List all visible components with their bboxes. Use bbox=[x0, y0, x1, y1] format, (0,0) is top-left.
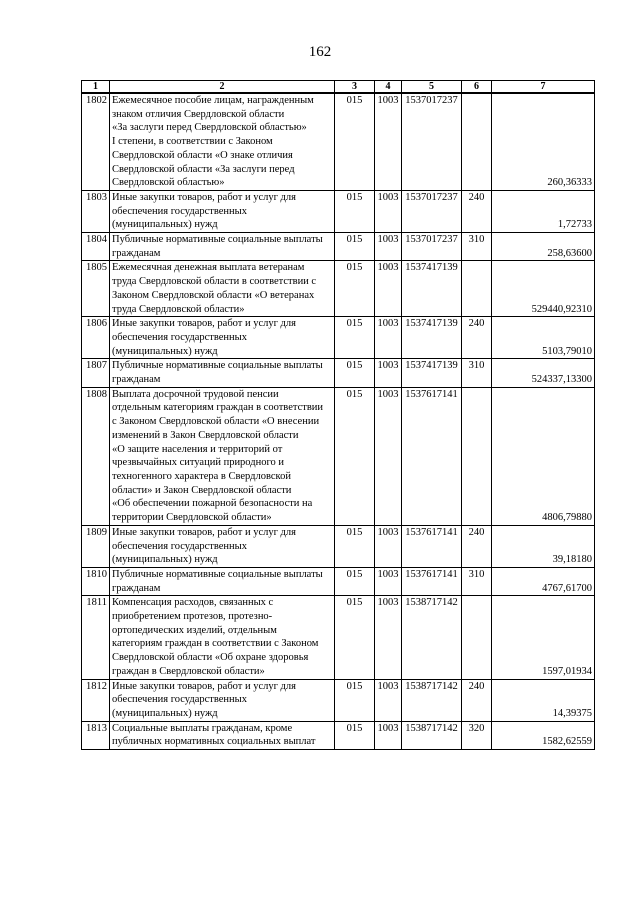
description-line: I степени, в соответствии с Законом bbox=[112, 136, 273, 148]
row-number: 1812 bbox=[82, 679, 110, 721]
target-code: 1537017237 bbox=[402, 93, 462, 190]
table-row bbox=[82, 679, 595, 721]
description-line: техногенного характера в Свердловской bbox=[112, 470, 291, 482]
table-row bbox=[82, 233, 595, 261]
amount-value: 1,72733 bbox=[492, 190, 595, 232]
expense-type-code bbox=[462, 387, 492, 525]
description-line: обеспечения государственных bbox=[112, 694, 247, 706]
department-code: 015 bbox=[335, 721, 375, 749]
department-code: 015 bbox=[335, 525, 375, 567]
row-description bbox=[110, 387, 335, 525]
description-line: Публичные нормативные социальные выплаты bbox=[112, 568, 323, 580]
description-line: Публичные нормативные социальные выплаты bbox=[112, 234, 323, 246]
target-code: 1538717142 bbox=[402, 596, 462, 679]
table-row bbox=[82, 317, 595, 359]
description-line: «Об обеспечении пожарной безопасности на bbox=[112, 498, 313, 510]
description-line: Ежемесячная денежная выплата ветеранам bbox=[112, 262, 305, 274]
target-code: 1538717142 bbox=[402, 679, 462, 721]
expense-type-code: 240 bbox=[462, 190, 492, 232]
expense-type-code: 240 bbox=[462, 679, 492, 721]
row-number: 1807 bbox=[82, 359, 110, 387]
column-header: 1 bbox=[82, 81, 110, 94]
row-description bbox=[110, 359, 335, 387]
department-code: 015 bbox=[335, 679, 375, 721]
description-line: отдельным категориям граждан в соответствии bbox=[112, 402, 324, 414]
description-line: (муниципальных) нужд bbox=[112, 707, 218, 719]
department-code: 015 bbox=[335, 261, 375, 317]
section-code: 1003 bbox=[375, 190, 402, 232]
description-line: Социальные выплаты гражданам, кроме bbox=[112, 722, 293, 734]
section-code: 1003 bbox=[375, 233, 402, 261]
table-row bbox=[82, 261, 595, 317]
section-code: 1003 bbox=[375, 721, 402, 749]
section-code: 1003 bbox=[375, 596, 402, 679]
description-line: Свердловской областью» bbox=[112, 177, 225, 189]
description-line: (муниципальных) нужд bbox=[112, 219, 218, 231]
amount-value: 1582,62559 bbox=[492, 721, 595, 749]
target-code: 1537617141 bbox=[402, 387, 462, 525]
row-description bbox=[110, 721, 335, 749]
department-code: 015 bbox=[335, 93, 375, 190]
row-number: 1806 bbox=[82, 317, 110, 359]
section-code: 1003 bbox=[375, 93, 402, 190]
table-row bbox=[82, 525, 595, 567]
table-row bbox=[82, 359, 595, 387]
column-header: 5 bbox=[402, 81, 462, 94]
description-line: территории Свердловской области» bbox=[112, 512, 272, 524]
description-line: «О защите населения и территорий от bbox=[112, 443, 283, 455]
section-code: 1003 bbox=[375, 525, 402, 567]
expense-type-code bbox=[462, 596, 492, 679]
amount-value: 258,63600 bbox=[492, 233, 595, 261]
table-row bbox=[82, 721, 595, 749]
table-body bbox=[82, 93, 595, 750]
section-code: 1003 bbox=[375, 359, 402, 387]
description-line: Свердловской области «За заслуги перед bbox=[112, 163, 295, 175]
row-description bbox=[110, 261, 335, 317]
description-line: Выплата досрочной трудовой пенсии bbox=[112, 388, 279, 400]
description-line: ортопедических изделий, отдельным bbox=[112, 624, 277, 636]
expense-type-code: 320 bbox=[462, 721, 492, 749]
description-line: труда Свердловской области в соответствии с bbox=[112, 276, 317, 288]
expense-type-code: 240 bbox=[462, 317, 492, 359]
target-code: 1537617141 bbox=[402, 567, 462, 595]
expense-type-code: 310 bbox=[462, 233, 492, 261]
department-code: 015 bbox=[335, 567, 375, 595]
department-code: 015 bbox=[335, 359, 375, 387]
column-header: 7 bbox=[492, 81, 595, 94]
description-line: приобретением протезов, протезно- bbox=[112, 611, 273, 623]
section-code: 1003 bbox=[375, 261, 402, 317]
description-line: «За заслуги перед Свердловской областью» bbox=[112, 122, 307, 134]
amount-value: 1597,01934 bbox=[492, 596, 595, 679]
description-line: Иные закупки товаров, работ и услуг для bbox=[112, 680, 296, 692]
target-code: 1537017237 bbox=[402, 190, 462, 232]
table-row bbox=[82, 567, 595, 595]
target-code: 1538717142 bbox=[402, 721, 462, 749]
budget-table bbox=[81, 80, 595, 750]
row-number: 1813 bbox=[82, 721, 110, 749]
description-line: области» и Закон Свердловской области bbox=[112, 484, 292, 496]
description-line: граждан в Свердловской области» bbox=[112, 665, 265, 677]
row-number: 1803 bbox=[82, 190, 110, 232]
description-line: знаком отличия Свердловской области bbox=[112, 108, 285, 120]
row-number: 1809 bbox=[82, 525, 110, 567]
amount-value: 4767,61700 bbox=[492, 567, 595, 595]
description-line: (муниципальных) нужд bbox=[112, 554, 218, 566]
description-line: гражданам bbox=[112, 582, 161, 594]
row-description bbox=[110, 317, 335, 359]
department-code: 015 bbox=[335, 317, 375, 359]
section-code: 1003 bbox=[375, 679, 402, 721]
description-line: публичных нормативных социальных выплат bbox=[112, 736, 316, 748]
department-code: 015 bbox=[335, 190, 375, 232]
description-line: труда Свердловской области» bbox=[112, 303, 245, 315]
column-header: 3 bbox=[335, 81, 375, 94]
table-row bbox=[82, 387, 595, 525]
row-description bbox=[110, 567, 335, 595]
row-number: 1811 bbox=[82, 596, 110, 679]
description-line: обеспечения государственных bbox=[112, 331, 247, 343]
amount-value: 39,18180 bbox=[492, 525, 595, 567]
department-code: 015 bbox=[335, 387, 375, 525]
description-line: Свердловской области «Об охране здоровья bbox=[112, 652, 309, 664]
row-description bbox=[110, 233, 335, 261]
description-line: Публичные нормативные социальные выплаты bbox=[112, 360, 323, 372]
description-line: (муниципальных) нужд bbox=[112, 345, 218, 357]
header-row bbox=[82, 81, 595, 94]
table-row bbox=[82, 93, 595, 190]
target-code: 1537417139 bbox=[402, 261, 462, 317]
row-number: 1810 bbox=[82, 567, 110, 595]
department-code: 015 bbox=[335, 596, 375, 679]
section-code: 1003 bbox=[375, 567, 402, 595]
description-line: чрезвычайных ситуаций природного и bbox=[112, 457, 285, 469]
amount-value: 529440,92310 bbox=[492, 261, 595, 317]
description-line: Иные закупки товаров, работ и услуг для bbox=[112, 191, 296, 203]
expense-type-code bbox=[462, 93, 492, 190]
expense-type-code: 310 bbox=[462, 359, 492, 387]
row-description bbox=[110, 525, 335, 567]
description-line: обеспечения государственных bbox=[112, 205, 247, 217]
row-description bbox=[110, 679, 335, 721]
expense-type-code: 310 bbox=[462, 567, 492, 595]
table-row bbox=[82, 190, 595, 232]
description-line: гражданам bbox=[112, 247, 161, 259]
expense-type-code bbox=[462, 261, 492, 317]
amount-value: 260,36333 bbox=[492, 93, 595, 190]
target-code: 1537417139 bbox=[402, 359, 462, 387]
column-header: 6 bbox=[462, 81, 492, 94]
section-code: 1003 bbox=[375, 387, 402, 525]
description-line: изменений в Закон Свердловской области bbox=[112, 429, 299, 441]
amount-value: 524337,13300 bbox=[492, 359, 595, 387]
description-line: Законом Свердловской области «О ветеранах bbox=[112, 289, 315, 301]
section-code: 1003 bbox=[375, 317, 402, 359]
amount-value: 4806,79880 bbox=[492, 387, 595, 525]
target-code: 1537617141 bbox=[402, 525, 462, 567]
row-description bbox=[110, 596, 335, 679]
description-line: Иные закупки товаров, работ и услуг для bbox=[112, 526, 296, 538]
description-line: Ежемесячное пособие лицам, награжденным bbox=[112, 95, 314, 106]
expense-type-code: 240 bbox=[462, 525, 492, 567]
amount-value: 14,39375 bbox=[492, 679, 595, 721]
row-number: 1805 bbox=[82, 261, 110, 317]
row-number: 1804 bbox=[82, 233, 110, 261]
row-number: 1802 bbox=[82, 93, 110, 190]
amount-value: 5103,79010 bbox=[492, 317, 595, 359]
row-description bbox=[110, 190, 335, 232]
description-line: гражданам bbox=[112, 374, 161, 386]
page-number: 162 bbox=[308, 44, 332, 60]
column-header: 4 bbox=[375, 81, 402, 94]
target-code: 1537417139 bbox=[402, 317, 462, 359]
description-line: Компенсация расходов, связанных с bbox=[112, 597, 274, 609]
description-line: категориям граждан в соответствии с Законом bbox=[112, 638, 319, 650]
description-line: с Законом Свердловской области «О внесении bbox=[112, 416, 320, 428]
description-line: обеспечения государственных bbox=[112, 540, 247, 552]
row-description bbox=[110, 93, 335, 190]
target-code: 1537017237 bbox=[402, 233, 462, 261]
description-line: Свердловской области «О знаке отличия bbox=[112, 149, 293, 161]
column-header: 2 bbox=[110, 81, 335, 94]
table-row bbox=[82, 596, 595, 679]
department-code: 015 bbox=[335, 233, 375, 261]
description-line: Иные закупки товаров, работ и услуг для bbox=[112, 318, 296, 330]
row-number: 1808 bbox=[82, 387, 110, 525]
